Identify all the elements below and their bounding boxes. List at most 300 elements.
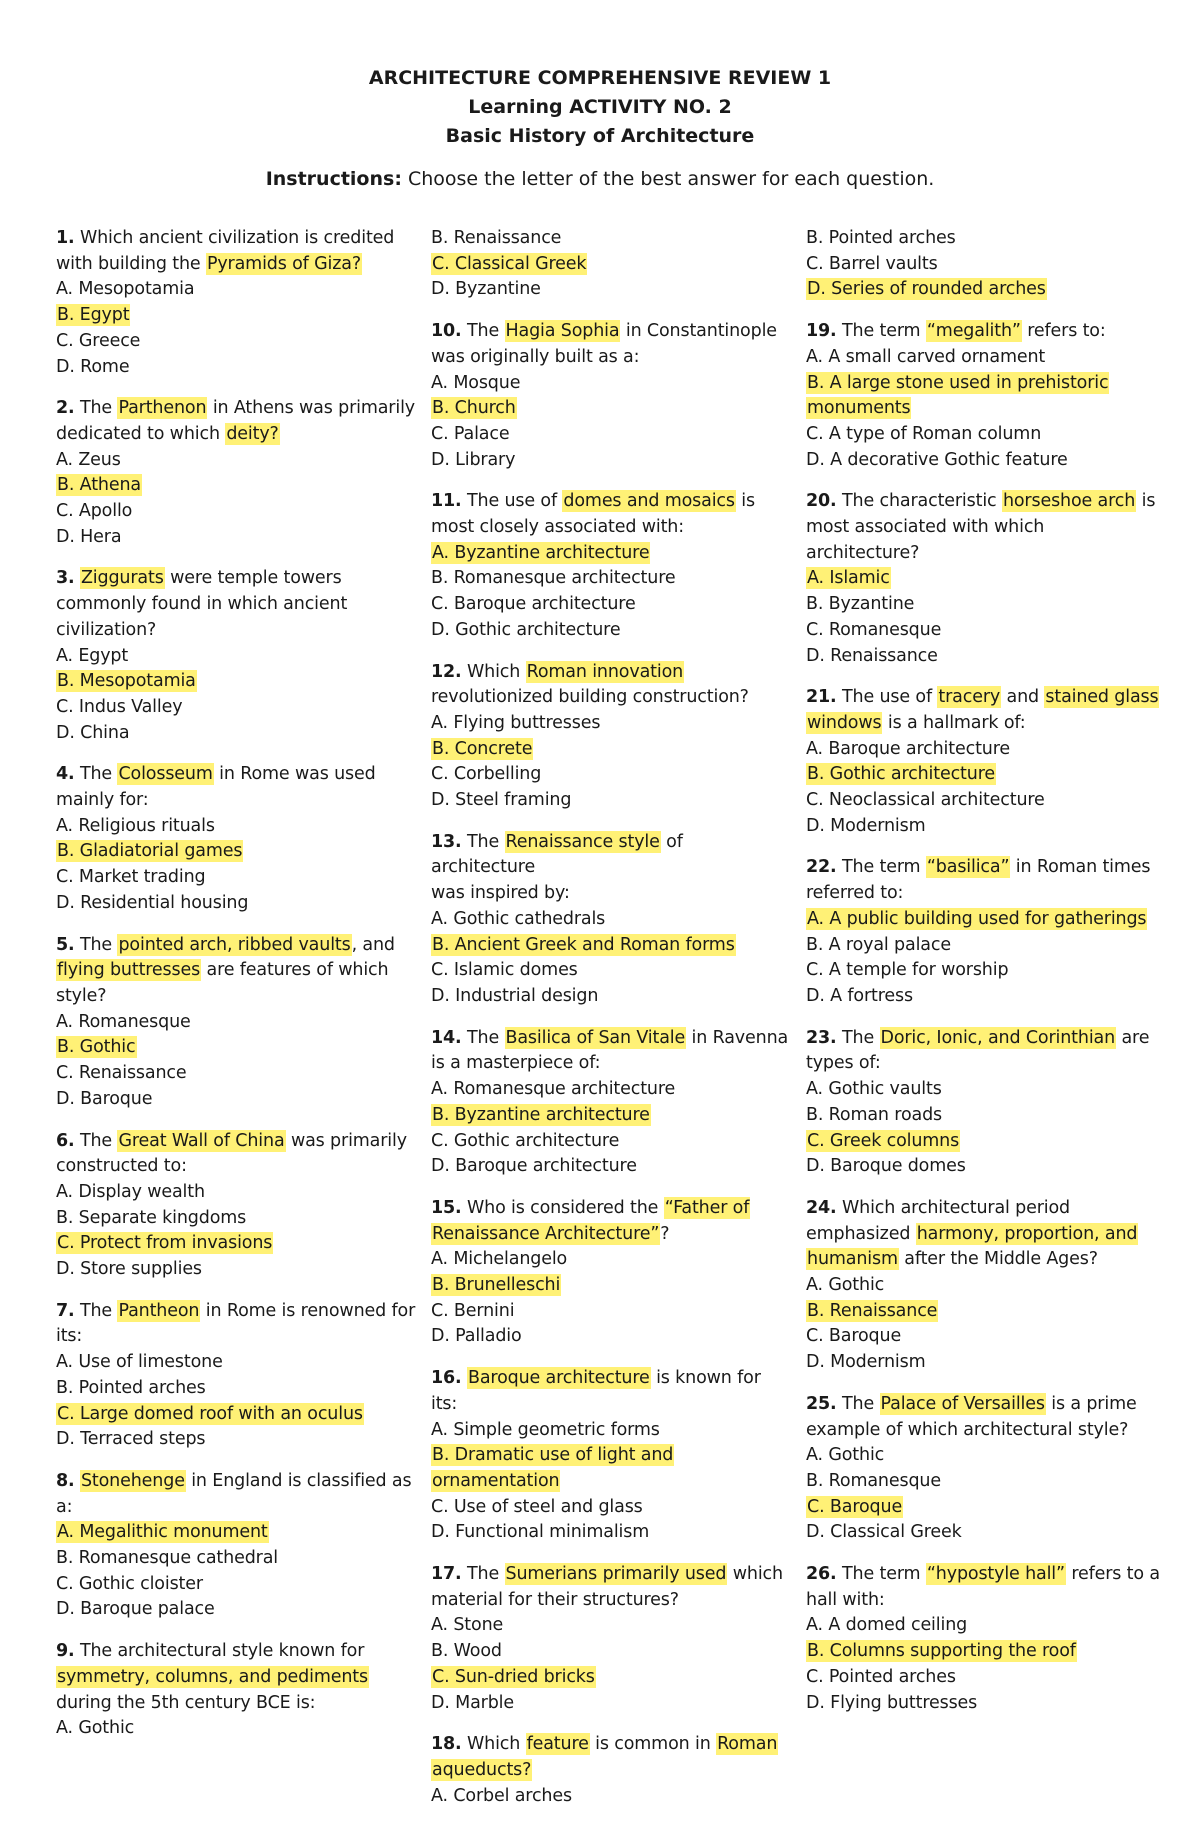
- answer-option: [806, 1691, 1166, 1717]
- text-segment: D. Classical Greek: [806, 1522, 962, 1543]
- question-text-line: [431, 685, 791, 711]
- answer-option: [806, 788, 1166, 814]
- text-segment: D. Rome: [56, 356, 130, 377]
- text-segment: A. Egypt: [56, 645, 129, 666]
- highlighted-text: C. Protect from invasions: [57, 1233, 273, 1254]
- answer-option: [431, 396, 791, 422]
- question-text-line: [56, 226, 416, 252]
- answer-option: [56, 839, 416, 865]
- highlighted-text: flying buttresses: [57, 960, 201, 981]
- answer-option: [431, 1495, 791, 1521]
- text-segment: C. A temple for worship: [806, 960, 1009, 981]
- highlighted-text: B. Concrete: [432, 738, 533, 759]
- answer-option: [56, 1061, 416, 1087]
- highlighted-text: horseshoe arch: [1002, 491, 1136, 512]
- text-segment: D. Residential housing: [56, 892, 249, 913]
- question-block: [806, 1392, 1166, 1546]
- highlighted-text: ornamentation: [432, 1470, 560, 1491]
- question-text-line: [431, 1051, 791, 1077]
- text-segment: C. Corbelling: [431, 764, 542, 785]
- highlighted-text: B. Gothic: [57, 1037, 136, 1058]
- text-segment: and: [1001, 687, 1045, 708]
- question-text-line: [56, 1665, 416, 1691]
- question-text-line: [806, 1222, 1166, 1248]
- question-text-line: [806, 881, 1166, 907]
- answer-option: [431, 1247, 791, 1273]
- question-text-line: [806, 515, 1166, 541]
- highlighted-text: feature: [526, 1734, 589, 1755]
- text-segment: example of which architectural style?: [806, 1419, 1129, 1440]
- text-segment: D. Store supplies: [56, 1259, 202, 1280]
- answer-option: [806, 1077, 1166, 1103]
- answer-option: [431, 566, 791, 592]
- question-number: 23.: [806, 1027, 837, 1048]
- text-segment: which: [727, 1564, 783, 1585]
- answer-option: [431, 1418, 791, 1444]
- question-block: [56, 1639, 416, 1742]
- answer-option: [806, 226, 1166, 252]
- question-number: 7.: [56, 1300, 75, 1321]
- highlighted-text: Sumerians primarily used: [505, 1564, 727, 1585]
- text-segment: D. China: [56, 722, 130, 743]
- question-text-line: [431, 1196, 791, 1222]
- highlighted-text: A. Islamic: [807, 568, 890, 589]
- text-segment: A. Use of limestone: [56, 1352, 223, 1373]
- highlighted-text: B. Athena: [57, 475, 141, 496]
- question-text-line: [806, 1051, 1166, 1077]
- text-segment: B. Roman roads: [806, 1104, 943, 1125]
- answer-option: [56, 1597, 416, 1623]
- text-segment: D. Baroque: [56, 1088, 153, 1109]
- text-segment: A. Mesopotamia: [56, 279, 195, 300]
- question-block: [806, 1562, 1166, 1716]
- text-segment: hall with:: [806, 1589, 885, 1610]
- text-segment: referred to:: [806, 883, 904, 904]
- text-segment: The: [74, 398, 118, 419]
- text-segment: in Athens was primarily: [207, 398, 415, 419]
- text-segment: C. Palace: [431, 423, 510, 444]
- text-segment: D. Terraced steps: [56, 1429, 206, 1450]
- highlighted-text: deity?: [226, 423, 279, 444]
- question-text-line: [56, 984, 416, 1010]
- question-text-line: [56, 1129, 416, 1155]
- question-block: [431, 319, 791, 473]
- highlighted-text: pointed arch, ribbed vaults: [118, 934, 351, 955]
- text-segment: in Rome was used: [213, 764, 376, 785]
- question-text-line: [431, 1588, 791, 1614]
- answer-option: [56, 329, 416, 355]
- answer-option: [431, 1691, 791, 1717]
- text-segment: C. A type of Roman column: [806, 423, 1042, 444]
- answer-option: [56, 1427, 416, 1453]
- text-segment: D. Byzantine: [431, 279, 541, 300]
- question-number: 18.: [431, 1734, 462, 1755]
- answer-option: [431, 541, 791, 567]
- question-number: 19.: [806, 321, 837, 342]
- answer-option: [56, 499, 416, 525]
- text-segment: B. Pointed arches: [806, 228, 956, 248]
- answer-option: [56, 814, 416, 840]
- answer-option: [56, 695, 416, 721]
- question-block: [806, 489, 1166, 669]
- question-text-line: [431, 1732, 791, 1758]
- question-number: 25.: [806, 1393, 837, 1414]
- answer-option: [56, 1010, 416, 1036]
- text-segment: revolutionized building construction?: [431, 687, 749, 708]
- answer-option: [56, 1572, 416, 1598]
- text-segment: was primarily: [285, 1130, 407, 1151]
- answer-option: [806, 1443, 1166, 1469]
- highlighted-text: A. Byzantine architecture: [432, 542, 650, 563]
- text-segment: in Constantinople: [620, 321, 777, 342]
- answer-option: [431, 762, 791, 788]
- answer-option: [431, 448, 791, 474]
- text-segment: D. Functional minimalism: [431, 1522, 650, 1543]
- highlighted-text: Pantheon: [118, 1300, 200, 1321]
- text-segment: C. Romanesque: [806, 619, 942, 640]
- answer-option: [806, 1129, 1166, 1155]
- text-segment: is a hallmark of:: [882, 712, 1026, 733]
- highlighted-text: B. Renaissance: [807, 1300, 938, 1321]
- text-segment: were temple towers: [164, 568, 342, 589]
- highlighted-text: B. Dramatic use of light and: [432, 1445, 674, 1466]
- answer-option: [56, 669, 416, 695]
- highlighted-text: Palace of Versailles: [880, 1393, 1045, 1414]
- text-segment: D. Steel framing: [431, 790, 572, 811]
- answer-option: [806, 1520, 1166, 1546]
- question-number: 8.: [56, 1470, 75, 1491]
- text-segment: C. Market trading: [56, 867, 206, 888]
- question-text-line: [56, 422, 416, 448]
- question-number: 22.: [806, 857, 837, 878]
- answer-option: [806, 1350, 1166, 1376]
- highlighted-text: B. Brunelleschi: [432, 1275, 561, 1296]
- answer-option: [806, 618, 1166, 644]
- text-segment: The term: [836, 857, 926, 878]
- document-title: ARCHITECTURE COMPREHENSIVE REVIEW 1: [368, 67, 832, 89]
- activity-number: Learning ACTIVITY NO. 2: [468, 96, 732, 118]
- text-segment: C. Neoclassical architecture: [806, 790, 1045, 811]
- question-text-line: [431, 515, 791, 541]
- text-segment: B. Byzantine: [806, 594, 915, 615]
- answer-option: [806, 1299, 1166, 1325]
- text-segment: civilization?: [56, 619, 157, 640]
- text-segment: D. Baroque domes: [806, 1156, 966, 1177]
- question-text-line: [806, 489, 1166, 515]
- question-block: [56, 226, 416, 380]
- question-text-line: [431, 830, 791, 881]
- text-segment: C. Gothic architecture: [431, 1130, 620, 1151]
- text-segment: Which ancient civilization is credited: [74, 228, 395, 248]
- text-segment: in England is classified as: [185, 1470, 412, 1491]
- answer-option: [56, 1180, 416, 1206]
- text-segment: are: [1116, 1027, 1150, 1048]
- highlighted-text: Colosseum: [118, 764, 213, 785]
- answer-option: [56, 525, 416, 551]
- question-block: [431, 1732, 791, 1809]
- answer-option: [431, 1077, 791, 1103]
- text-segment: C. Renaissance: [56, 1063, 187, 1084]
- answer-option: [56, 1257, 416, 1283]
- text-segment: A. Gothic: [806, 1445, 885, 1466]
- text-segment: D. Palladio: [431, 1326, 522, 1347]
- answer-option: [56, 1087, 416, 1113]
- text-segment: types of:: [806, 1053, 881, 1074]
- answer-option: [806, 933, 1166, 959]
- answer-option: [56, 473, 416, 499]
- answer-option: [806, 1495, 1166, 1521]
- question-block: [56, 566, 416, 746]
- answer-option: [56, 891, 416, 917]
- answer-option: [56, 1376, 416, 1402]
- highlighted-text: windows: [807, 712, 882, 733]
- text-segment: A. Zeus: [56, 449, 121, 470]
- question-number: 5.: [56, 934, 75, 955]
- highlighted-text: B. Egypt: [57, 305, 130, 326]
- question-text-line: [806, 1026, 1166, 1052]
- answer-option: [806, 814, 1166, 840]
- answer-option: [431, 1639, 791, 1665]
- question-block: [806, 685, 1166, 839]
- question-text-line: [431, 881, 791, 907]
- text-segment: D. Baroque palace: [56, 1599, 215, 1620]
- highlighted-text: Baroque architecture: [467, 1368, 650, 1389]
- text-segment: is: [1136, 491, 1156, 512]
- answer-option: [806, 762, 1166, 788]
- question-block: [806, 319, 1166, 473]
- text-segment: D. A decorative Gothic feature: [806, 449, 1068, 470]
- question-text-line: [56, 1691, 416, 1717]
- highlighted-text: “megalith”: [926, 321, 1021, 342]
- answer-option: [806, 1469, 1166, 1495]
- question-text-line: [431, 660, 791, 686]
- answer-option: [56, 303, 416, 329]
- highlighted-text: A. Megalithic monument: [57, 1522, 268, 1543]
- question-text-line: [56, 618, 416, 644]
- question-number: 24.: [806, 1197, 837, 1218]
- text-segment: architecture?: [806, 542, 920, 563]
- answer-option: [431, 1665, 791, 1691]
- text-segment: C. Islamic domes: [431, 960, 578, 981]
- answer-option: [431, 1520, 791, 1546]
- question-number: 11.: [431, 491, 462, 512]
- question-number: 10.: [431, 321, 462, 342]
- answer-option: [431, 1154, 791, 1180]
- text-segment: C. Bernini: [431, 1300, 515, 1321]
- question-number: 15.: [431, 1197, 462, 1218]
- question-text-line: [431, 345, 791, 371]
- text-segment: A. Simple geometric forms: [431, 1419, 660, 1440]
- highlighted-text: Roman: [717, 1734, 778, 1755]
- answer-option: [56, 1402, 416, 1428]
- highlighted-text: Roman innovation: [526, 661, 684, 682]
- answer-option: [806, 958, 1166, 984]
- text-segment: C. Gothic cloister: [56, 1573, 203, 1594]
- question-number: 26.: [806, 1564, 837, 1585]
- highlighted-text: C. Classical Greek: [432, 253, 587, 274]
- answer-option: [806, 252, 1166, 278]
- question-text-line: [806, 319, 1166, 345]
- text-segment: C. Pointed arches: [806, 1666, 956, 1687]
- question-text-line: [56, 1469, 416, 1495]
- highlighted-text: “hypostyle hall”: [926, 1564, 1065, 1585]
- text-segment: The architectural style known for: [74, 1641, 365, 1662]
- highlighted-text: A. A public building used for gatherings: [807, 908, 1147, 929]
- question-text-line: [56, 762, 416, 788]
- text-segment: Which architectural period: [836, 1197, 1071, 1218]
- question-text-line: [56, 1639, 416, 1665]
- question-number: 16.: [431, 1368, 462, 1389]
- question-block: [806, 855, 1166, 1009]
- text-segment: is a masterpiece of:: [431, 1053, 601, 1074]
- question-block: [431, 489, 791, 643]
- text-segment: C. Indus Valley: [56, 696, 183, 717]
- text-segment: was inspired by:: [431, 883, 570, 904]
- highlighted-text: C. Sun-dried bricks: [432, 1666, 595, 1687]
- text-segment: The characteristic: [836, 491, 1002, 512]
- text-segment: A. Mosque: [431, 372, 521, 393]
- highlighted-text: D. Series of rounded arches: [807, 279, 1046, 300]
- text-segment: A. A small carved ornament: [806, 346, 1046, 367]
- question-text-line: [431, 1562, 791, 1588]
- question-number: 6.: [56, 1130, 75, 1151]
- question-text-line: [56, 933, 416, 959]
- highlighted-text: B. Church: [432, 398, 516, 419]
- answer-option: [431, 252, 791, 278]
- answer-option: [806, 345, 1166, 371]
- answer-option: [806, 592, 1166, 618]
- text-segment: The: [836, 1393, 880, 1414]
- answer-option: [56, 865, 416, 891]
- answer-option: [431, 711, 791, 737]
- text-segment: The use of: [461, 491, 563, 512]
- question-block: [806, 226, 1166, 303]
- text-segment: refers to a: [1065, 1564, 1160, 1585]
- highlighted-text: humanism: [807, 1249, 898, 1270]
- highlighted-text: Ziggurats: [80, 568, 164, 589]
- text-segment: ?: [660, 1223, 670, 1244]
- highlighted-text: Renaissance style: [505, 831, 660, 852]
- answer-option: [806, 1103, 1166, 1129]
- answer-option: [806, 1665, 1166, 1691]
- highlighted-text: C. Greek columns: [807, 1130, 960, 1151]
- answer-option: [431, 907, 791, 933]
- answer-option: [56, 644, 416, 670]
- instructions: [0, 165, 1200, 194]
- highlighted-text: Parthenon: [118, 398, 207, 419]
- text-segment: A. Michelangelo: [431, 1249, 568, 1270]
- question-number: 9.: [56, 1641, 75, 1662]
- answer-option: [806, 396, 1166, 422]
- question-block: [806, 1026, 1166, 1180]
- question-text-line: [806, 1588, 1166, 1614]
- text-segment: A. Display wealth: [56, 1181, 205, 1202]
- question-text-line: [431, 489, 791, 515]
- text-segment: most closely associated with:: [431, 517, 684, 538]
- answer-option: [56, 721, 416, 747]
- answer-option: [806, 1154, 1166, 1180]
- text-segment: refers to:: [1021, 321, 1106, 342]
- question-text-line: [806, 541, 1166, 567]
- answer-option: [431, 933, 791, 959]
- answer-option: [431, 1324, 791, 1350]
- question-text-line: [806, 685, 1166, 711]
- highlighted-text: Doric, Ionic, and Corinthian: [880, 1027, 1116, 1048]
- highlighted-text: aqueducts?: [432, 1759, 532, 1780]
- text-segment: D. Modernism: [806, 815, 926, 836]
- text-segment: The term: [836, 1564, 926, 1585]
- question-number: 4.: [56, 764, 75, 785]
- question-text-line: [56, 958, 416, 984]
- question-number: 1.: [56, 228, 75, 248]
- text-segment: A. Romanesque architecture: [431, 1079, 676, 1100]
- answer-option: [56, 1546, 416, 1572]
- highlighted-text: B. A large stone used in prehistoric: [807, 372, 1109, 393]
- question-number: 20.: [806, 491, 837, 512]
- text-segment: B. Romanesque: [806, 1470, 941, 1491]
- question-text-line: [431, 1758, 791, 1784]
- highlighted-text: tracery: [938, 687, 1001, 708]
- answer-option: [56, 1520, 416, 1546]
- answer-option: [56, 448, 416, 474]
- text-segment: material for their structures?: [431, 1589, 679, 1610]
- answer-option: [431, 788, 791, 814]
- text-segment: B. A royal palace: [806, 934, 951, 955]
- text-segment: D. A fortress: [806, 985, 913, 1006]
- text-segment: C. Baroque: [806, 1326, 902, 1347]
- question-column-2: [431, 226, 791, 1825]
- text-segment: D. Industrial design: [431, 985, 599, 1006]
- answer-option: [806, 1613, 1166, 1639]
- question-block: [56, 762, 416, 916]
- highlighted-text: C. Large domed roof with an oculus: [57, 1403, 363, 1424]
- question-block: [806, 1196, 1166, 1376]
- highlighted-text: B. Mesopotamia: [57, 671, 196, 692]
- text-segment: C. Apollo: [56, 501, 133, 522]
- question-column-1: [56, 226, 416, 1758]
- question-block: [56, 1129, 416, 1283]
- text-segment: D. Flying buttresses: [806, 1692, 978, 1713]
- text-segment: , and: [351, 934, 395, 955]
- activity-topic: Basic History of Architecture: [445, 125, 755, 147]
- text-segment: C. Baroque architecture: [431, 594, 636, 615]
- text-segment: A. A domed ceiling: [806, 1615, 968, 1636]
- text-segment: is a prime: [1045, 1393, 1137, 1414]
- question-text-line: [806, 855, 1166, 881]
- text-segment: The use of: [836, 687, 938, 708]
- answer-option: [806, 1273, 1166, 1299]
- text-segment: A. Gothic: [806, 1275, 885, 1296]
- text-segment: D. Library: [431, 449, 516, 470]
- answer-option: [806, 448, 1166, 474]
- highlighted-text: B. Ancient Greek and Roman forms: [432, 934, 735, 955]
- text-segment: The: [461, 831, 505, 852]
- text-segment: B. Romanesque architecture: [431, 568, 676, 589]
- highlighted-text: monuments: [807, 398, 911, 419]
- text-segment: A. Gothic: [56, 1718, 135, 1739]
- highlighted-text: stained glass: [1045, 687, 1159, 708]
- highlighted-text: symmetry, columns, and pediments: [57, 1666, 368, 1687]
- highlighted-text: B. Gladiatorial games: [57, 841, 243, 862]
- question-block: [431, 226, 791, 303]
- text-segment: A. Corbel arches: [431, 1785, 572, 1806]
- text-segment: The: [461, 321, 505, 342]
- answer-option: [431, 1613, 791, 1639]
- text-segment: The: [461, 1564, 505, 1585]
- answer-option: [56, 1231, 416, 1257]
- text-segment: dedicated to which: [56, 423, 226, 444]
- text-segment: A. Gothic vaults: [806, 1079, 942, 1100]
